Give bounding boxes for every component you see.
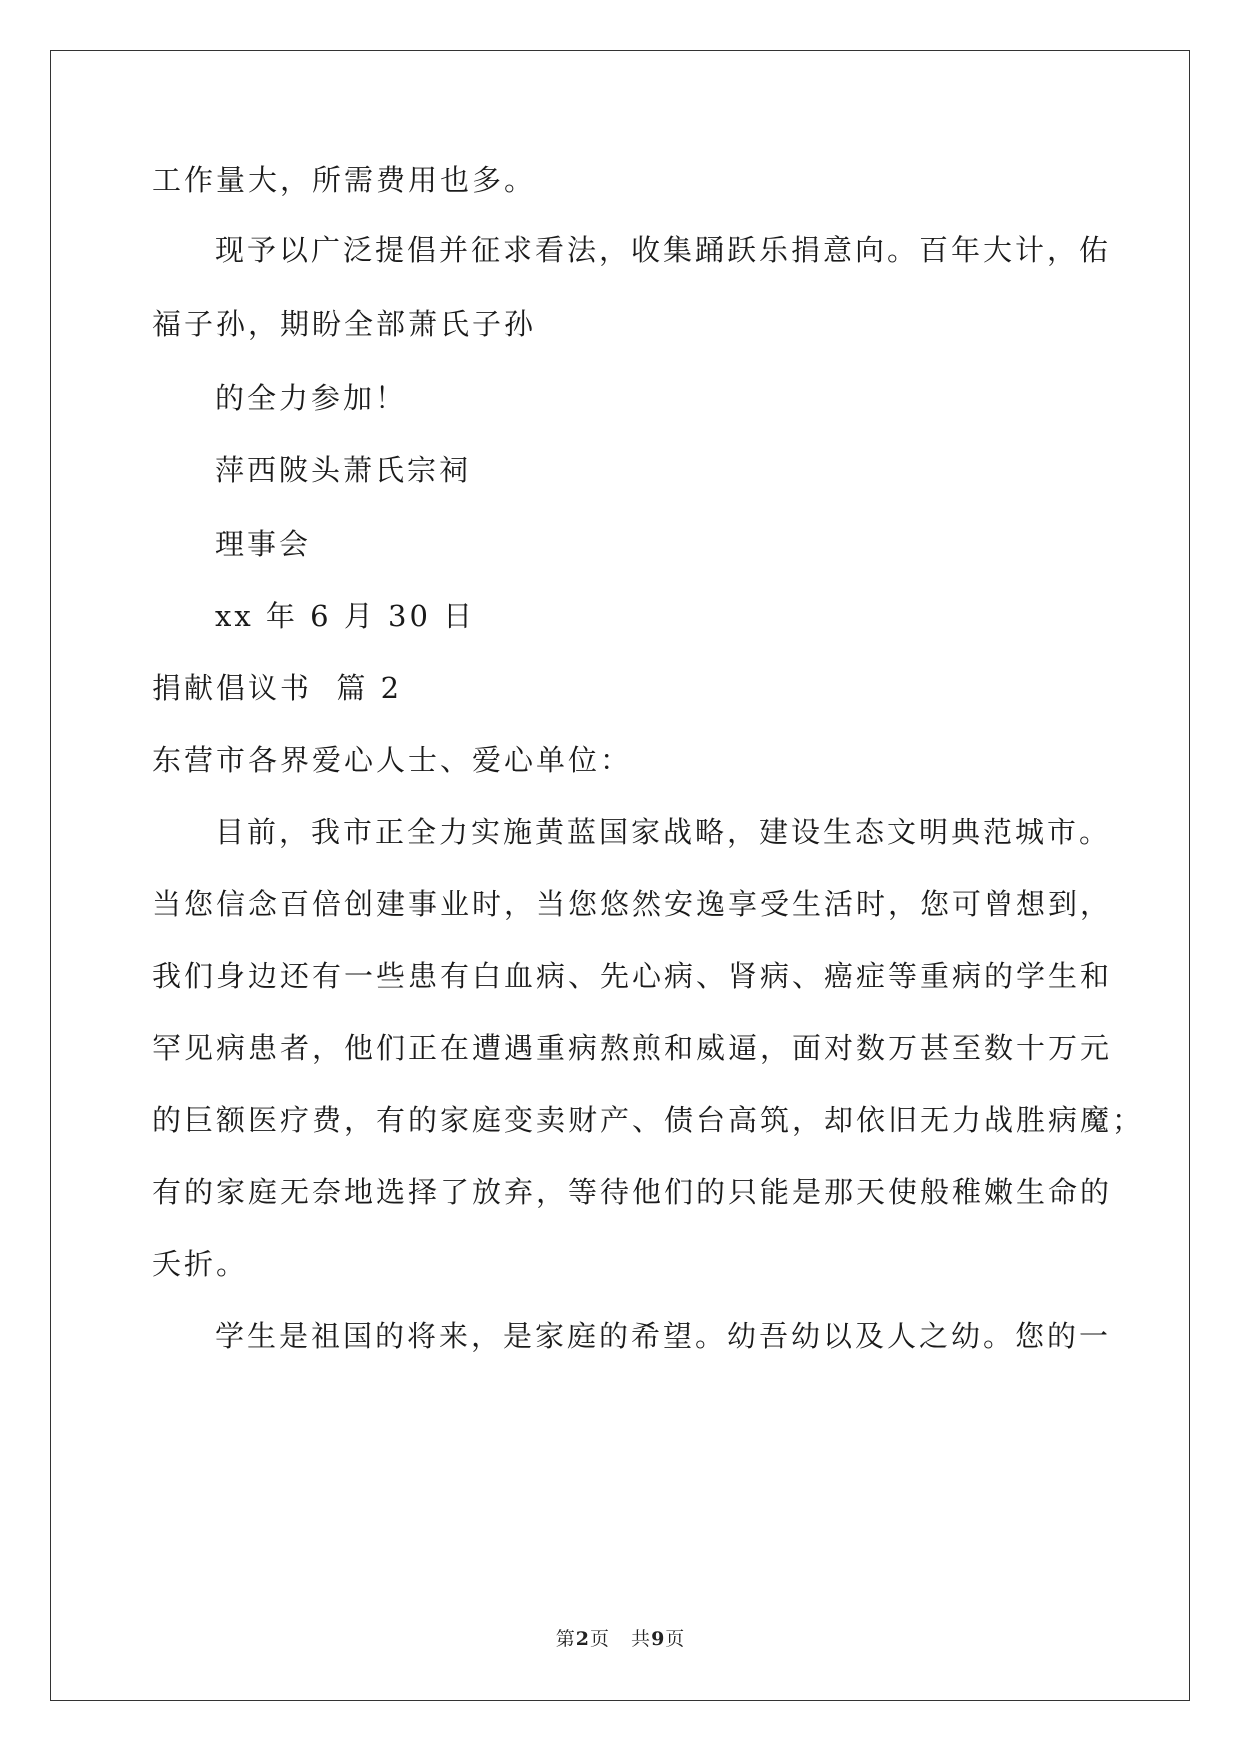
text-line: xx 年 6 月 30 日	[215, 599, 476, 633]
text-line: 当您信念百倍创建事业时，当您悠然安逸享受生活时，您可曾想到，	[152, 887, 1113, 921]
page-border	[50, 50, 1190, 1701]
text-line: 的巨额医疗费，有的家庭变卖财产、债台高筑，却依旧无力战胜病魔；	[152, 1103, 1145, 1137]
text-line: 福子孙，期盼全部萧氏子孙	[152, 307, 537, 341]
footer-mid: 页 共	[589, 1628, 652, 1650]
text-line: 现予以广泛提倡并征求看法，收集踊跃乐捐意向。百年大计，佑	[215, 233, 1112, 267]
text-line: 的全力参加！	[215, 381, 408, 415]
current-page-number: 2	[575, 1628, 590, 1650]
text-line: 目前，我市正全力实施黄蓝国家战略，建设生态文明典范城市。	[215, 815, 1112, 849]
text-line: 有的家庭无奈地选择了放弃，等待他们的只能是那天使般稚嫩生命的	[152, 1175, 1113, 1209]
text-line: 夭折。	[152, 1247, 249, 1281]
total-page-number: 9	[651, 1628, 666, 1650]
salutation: 东营市各界爱心人士、爱心单位：	[152, 743, 633, 777]
footer-suffix: 页	[665, 1628, 686, 1650]
text-line: 罕见病患者，他们正在遭遇重病熬煎和威逼，面对数万甚至数十万元	[152, 1031, 1113, 1065]
text-line: 工作量大，所需费用也多。	[152, 163, 537, 197]
section-heading: 捐献倡议书 篇 2	[152, 671, 403, 705]
text-line: 萍西陂头萧氏宗祠	[215, 453, 472, 487]
text-line: 学生是祖国的将来，是家庭的希望。幼吾幼以及人之幼。您的一	[215, 1319, 1112, 1353]
page-footer	[0, 1624, 1241, 1651]
footer-prefix: 第	[555, 1628, 576, 1650]
text-line: 我们身边还有一些患有白血病、先心病、肾病、癌症等重病的学生和	[152, 959, 1113, 993]
text-line: 理事会	[215, 527, 312, 561]
